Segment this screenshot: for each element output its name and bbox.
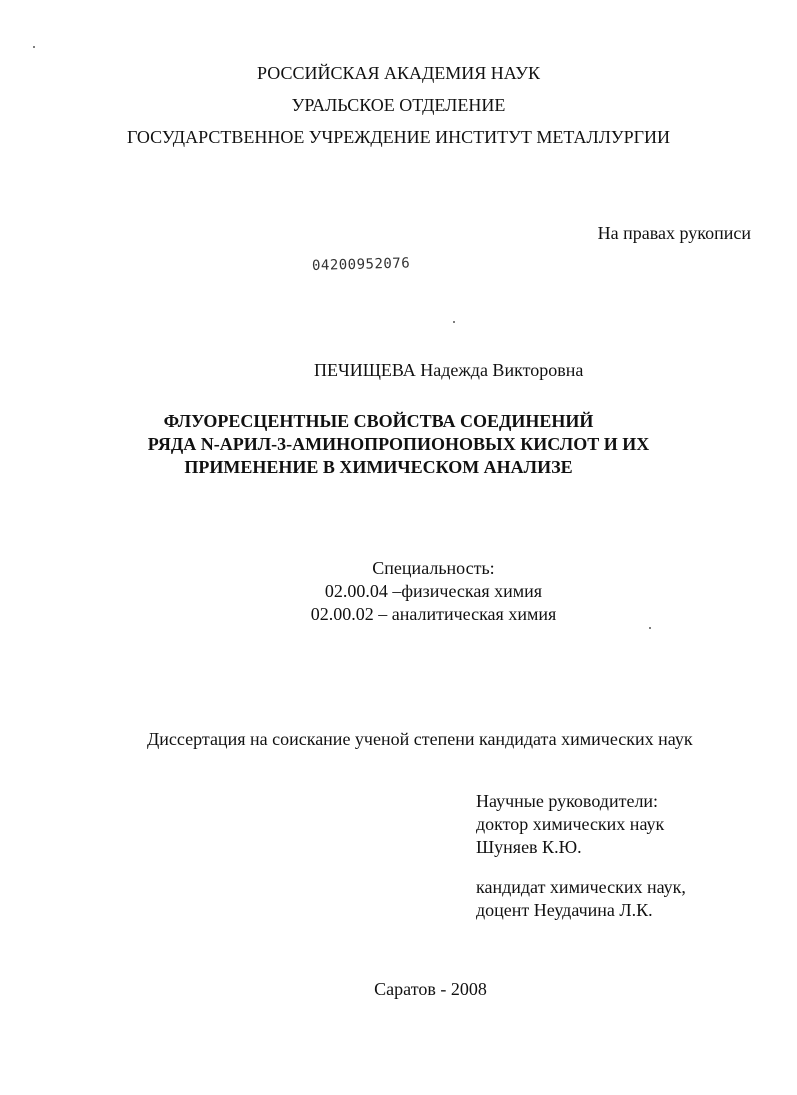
thesis-title-line-3: ПРИМЕНЕНИЕ В ХИМИЧЕСКОМ АНАЛИЗЕ	[184, 457, 573, 477]
supervisor-2-degree: кандидат химических наук,	[476, 877, 686, 897]
specialty-physical-chemistry: 02.00.04 –физическая химия	[324, 581, 543, 601]
scan-speck	[649, 627, 651, 629]
specialty-heading: Специальность:	[372, 558, 495, 578]
supervisor-1-degree: доктор химических наук	[476, 814, 665, 834]
scan-speck	[453, 321, 455, 323]
thesis-title-line-1: ФЛУОРЕСЦЕНТНЫЕ СВОЙСТВА СОЕДИНЕНИЙ	[163, 411, 594, 431]
org-line-branch: УРАЛЬСКОЕ ОТДЕЛЕНИЕ	[291, 95, 506, 115]
org-line-institute: ГОСУДАРСТВЕННОЕ УЧРЕЖДЕНИЕ ИНСТИТУТ МЕТАЛЛУРГИИ	[126, 127, 671, 147]
org-line-academy: РОССИЙСКАЯ АКАДЕМИЯ НАУК	[257, 63, 540, 83]
manuscript-rights-note: На правах рукописи	[597, 223, 751, 243]
specialty-analytical-chemistry: 02.00.02 – аналитическая химия	[310, 604, 557, 624]
place-and-year: Саратов - 2008	[374, 979, 487, 999]
thesis-title-line-2: РЯДА N-АРИЛ-3-АМИНОПРОПИОНОВЫХ КИСЛОТ И ИХ	[147, 434, 650, 454]
scan-speck	[33, 46, 35, 48]
dissertation-statement: Диссертация на соискание ученой степени кандидата химических наук	[147, 729, 693, 749]
author-name: ПЕЧИЩЕВА Надежда Викторовна	[314, 360, 584, 380]
supervisor-2-name: доцент Неудачина Л.К.	[476, 900, 653, 920]
catalog-number-stamp: 04200952076	[311, 255, 411, 274]
supervisors-heading: Научные руководители:	[476, 791, 659, 811]
supervisor-1-name: Шуняев К.Ю.	[476, 837, 582, 857]
